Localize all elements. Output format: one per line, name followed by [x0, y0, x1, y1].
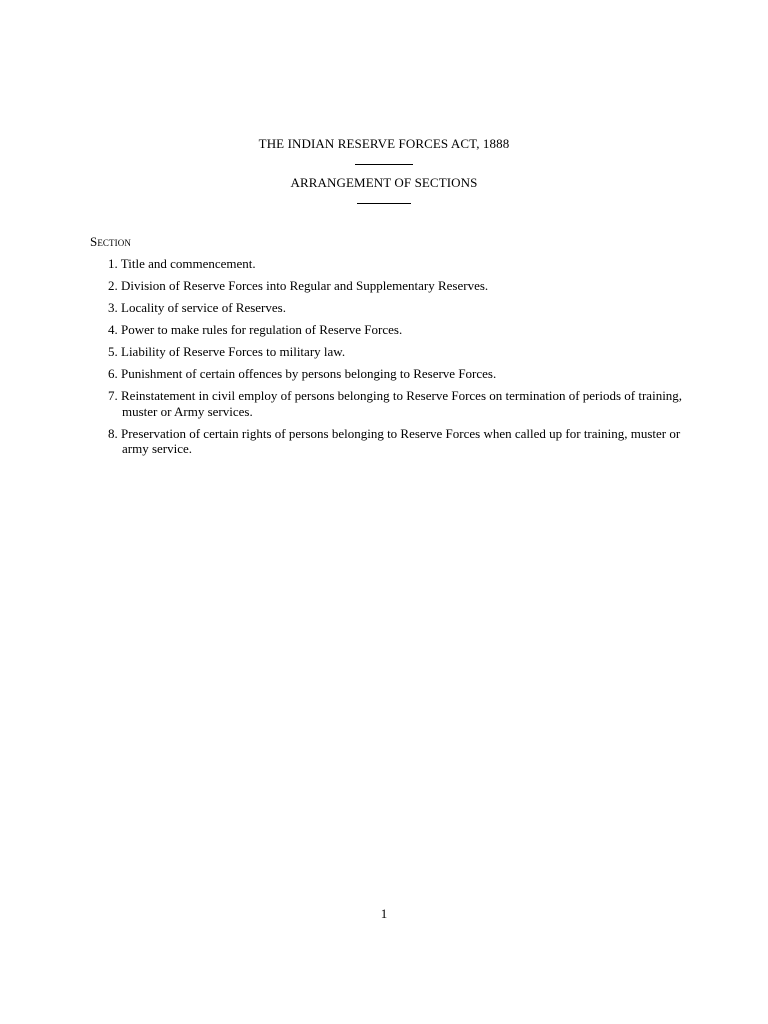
section-item — [108, 300, 688, 316]
section-title: Preservation of certain rights of persons belonging to Reserve Forces when called up for training, muster or army service. — [121, 425, 681, 456]
section-item — [108, 366, 688, 382]
page-number: 1 — [380, 906, 388, 921]
section-title: Title and commencement. — [120, 256, 256, 271]
section-column-label: Section — [90, 234, 131, 249]
section-item — [108, 256, 688, 272]
section-title: Locality of service of Reserves. — [121, 300, 286, 315]
section-number: 8. — [108, 425, 118, 441]
section-item — [108, 388, 688, 419]
section-title: Division of Reserve Forces into Regular and Supplementary Reserves. — [121, 278, 489, 293]
section-number: 6. — [108, 366, 118, 381]
section-number: 3. — [108, 300, 118, 315]
section-number: 2. — [108, 278, 118, 293]
section-title: Liability of Reserve Forces to military law. — [121, 344, 346, 359]
sections-list — [108, 256, 688, 463]
section-item — [108, 426, 688, 457]
section-item — [108, 344, 688, 360]
title-divider — [355, 164, 413, 165]
subtitle-divider — [357, 203, 411, 204]
section-number: 5. — [108, 344, 118, 359]
document-title: THE INDIAN RESERVE FORCES ACT, 1888 — [258, 136, 510, 151]
section-title: Reinstatement in civil employ of persons belonging to Reserve Forces on termination of periods of training, muster or Army services. — [121, 388, 683, 419]
section-number: 7. — [108, 388, 118, 403]
section-item — [108, 278, 688, 294]
section-title: Punishment of certain offences by persons belonging to Reserve Forces. — [121, 366, 497, 381]
document-subtitle: ARRANGEMENT OF SECTIONS — [290, 175, 478, 190]
section-number: 4. — [108, 322, 118, 337]
section-number: 1. — [108, 256, 118, 271]
section-title: Power to make rules for regulation of Reserve Forces. — [121, 322, 403, 337]
section-item — [108, 322, 688, 338]
